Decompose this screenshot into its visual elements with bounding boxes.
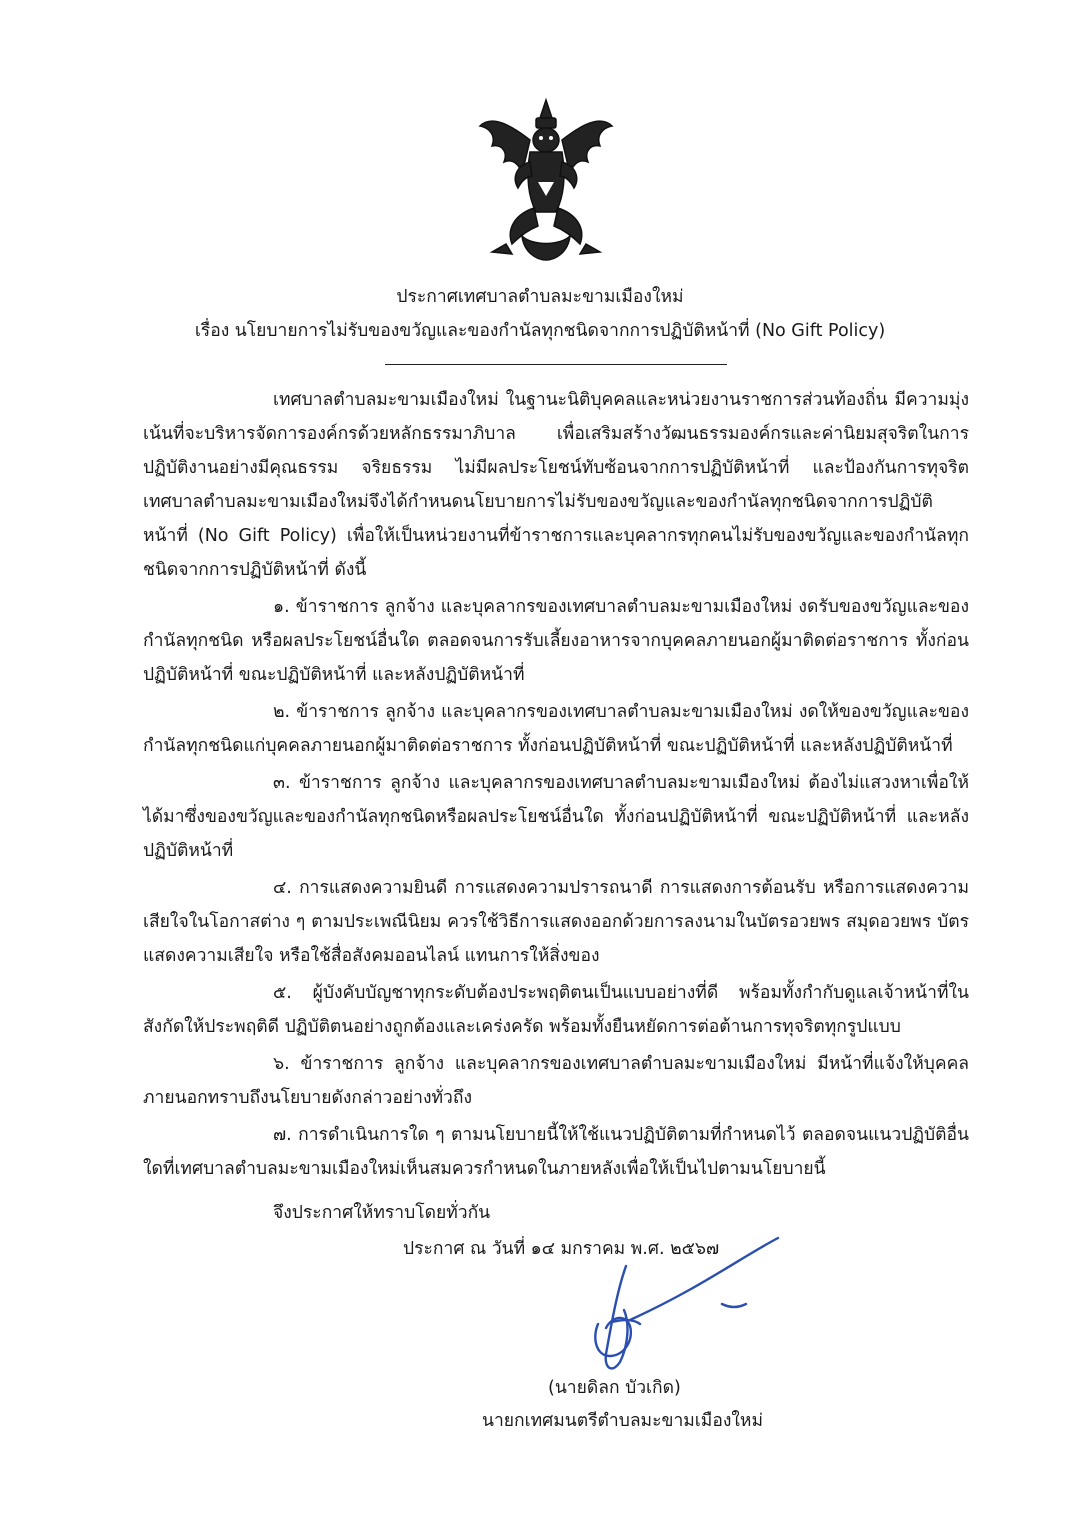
policy-item: ๑. ข้าราชการ ลูกจ้าง และบุคลากรของเทศบาลตำบลมะขามเมืองใหม่ งดรับของขวัญและของกำนัลทุกชนิด หรือผลประโยชน์อื่นใด ตลอดจนการรับเลี้ยงอาหารจากบุคคลภายนอกผู้มาติดต่อราชการ ทั้งก่อนปฏิบัติหน้าที่ ขณะปฏิบัติหน้าที่ และหลังปฏิบัติหน้าที่ bbox=[143, 597, 969, 685]
handwritten-signature bbox=[0, 1228, 1080, 1398]
signer-position: นายกเทศมนตรีตำบลมะขามเมืองใหม่ bbox=[482, 1411, 763, 1431]
policy-item: ๒. ข้าราชการ ลูกจ้าง และบุคลากรของเทศบาลตำบลมะขามเมืองใหม่ งดให้ของขวัญและของกำนัลทุกชนิดแก่บุคคลภายนอกผู้มาติดต่อราชการ ทั้งก่อนปฏิบัติหน้าที่ ขณะปฏิบัติหน้าที่ และหลังปฏิบัติหน้าที่ bbox=[143, 702, 969, 756]
announcement-date: ประกาศ ณ วันที่ ๑๔ มกราคม พ.ศ. ๒๕๖๗ bbox=[403, 1239, 720, 1259]
policy-item: ๖. ข้าราชการ ลูกจ้าง และบุคลากรของเทศบาลตำบลมะขามเมืองใหม่ มีหน้าที่แจ้งให้บุคคลภายนอกทราบถึงนโยบายดังกล่าวอย่างทั่วถึง bbox=[143, 1054, 969, 1108]
policy-item: ๔. การแสดงความยินดี การแสดงความปรารถนาดี การแสดงการต้อนรับ หรือการแสดงความเสียใจในโอกาสต่าง ๆ ตามประเพณีนิยม ควรใช้วิธีการแสดงออกด้วยการลงนามในบัตรอวยพร สมุดอวยพร บัตรแสดงความเสียใจ หรือใช้สื่อสังคมออนไลน์ แทนการให้สิ่งของ bbox=[143, 878, 969, 966]
signer-name: (นายดิลก บัวเกิด) bbox=[548, 1378, 681, 1398]
policy-item: ๗. การดำเนินการใด ๆ ตามนโยบายนี้ให้ใช้แนวปฏิบัติตามที่กำหนดไว้ ตลอดจนแนวปฏิบัติอื่นใดที่เทศบาลตำบลมะขามเมืองใหม่เห็นสมควรกำหนดในภายหลังเพื่อให้เป็นไปตามนโยบายนี้ bbox=[143, 1125, 969, 1179]
policy-item: ๕. ผู้บังคับบัญชาทุกระดับต้องประพฤติตนเป็นแบบอย่างที่ดี พร้อมทั้งกำกับดูแลเจ้าหน้าที่ในสังกัดให้ประพฤติดี ปฏิบัติตนอย่างถูกต้องและเคร่งครัด พร้อมทั้งยืนหยัดการต่อต้านการทุจริตทุกรูปแบบ bbox=[143, 983, 969, 1037]
announcement-subject: เรื่อง นโยบายการไม่รับของขวัญและของกำนัลทุกชนิดจากการปฏิบัติหน้าที่ (No Gift Policy) bbox=[194, 321, 886, 341]
announcement-body bbox=[143, 383, 969, 1233]
intro-paragraph: เทศบาลตำบลมะขามเมืองใหม่ ในฐานะนิติบุคคลและหน่วยงานราชการส่วนท้องถิ่น มีความมุ่งเน้นที่จะบริหารจัดการองค์กรด้วยหลักธรรมาภิบาล เพื่อเสริมสร้างวัฒนธรรมองค์กรและค่านิยมสุจริตในการปฏิบัติงานอย่างมีคุณธรรม จริยธรรม ไม่มีผลประโยชน์ทับซ้อนจากการปฏิบัติหน้าที่ และป้องกันการทุจริต เทศบาลตำบลมะขามเมืองใหม่จึงได้กำหนดนโยบายการไม่รับของขวัญและของกำนัลทุกชนิดจากการปฏิบัติหน้าที่ (No Gift Policy) เพื่อให้เป็นหน่วยงานที่ข้าราชการและบุคลากรทุกคนไม่รับของขวัญและของกำนัลทุกชนิดจากการปฏิบัติหน้าที่ ดังนี้ bbox=[143, 390, 969, 580]
announcement-title: ประกาศเทศบาลตำบลมะขามเมืองใหม่ bbox=[396, 287, 684, 307]
title-divider bbox=[385, 364, 727, 365]
closing-statement: จึงประกาศให้ทราบโดยทั่วกัน bbox=[273, 1203, 491, 1223]
policy-item: ๓. ข้าราชการ ลูกจ้าง และบุคลากรของเทศบาลตำบลมะขามเมืองใหม่ ต้องไม่แสวงหาเพื่อให้ได้มาซึ่งของขวัญและของกำนัลทุกชนิดหรือผลประโยชน์อื่นใด ทั้งก่อนปฏิบัติหน้าที่ ขณะปฏิบัติหน้าที่ และหลังปฏิบัติหน้าที่ bbox=[143, 773, 969, 861]
garuda-emblem-icon bbox=[472, 96, 620, 264]
